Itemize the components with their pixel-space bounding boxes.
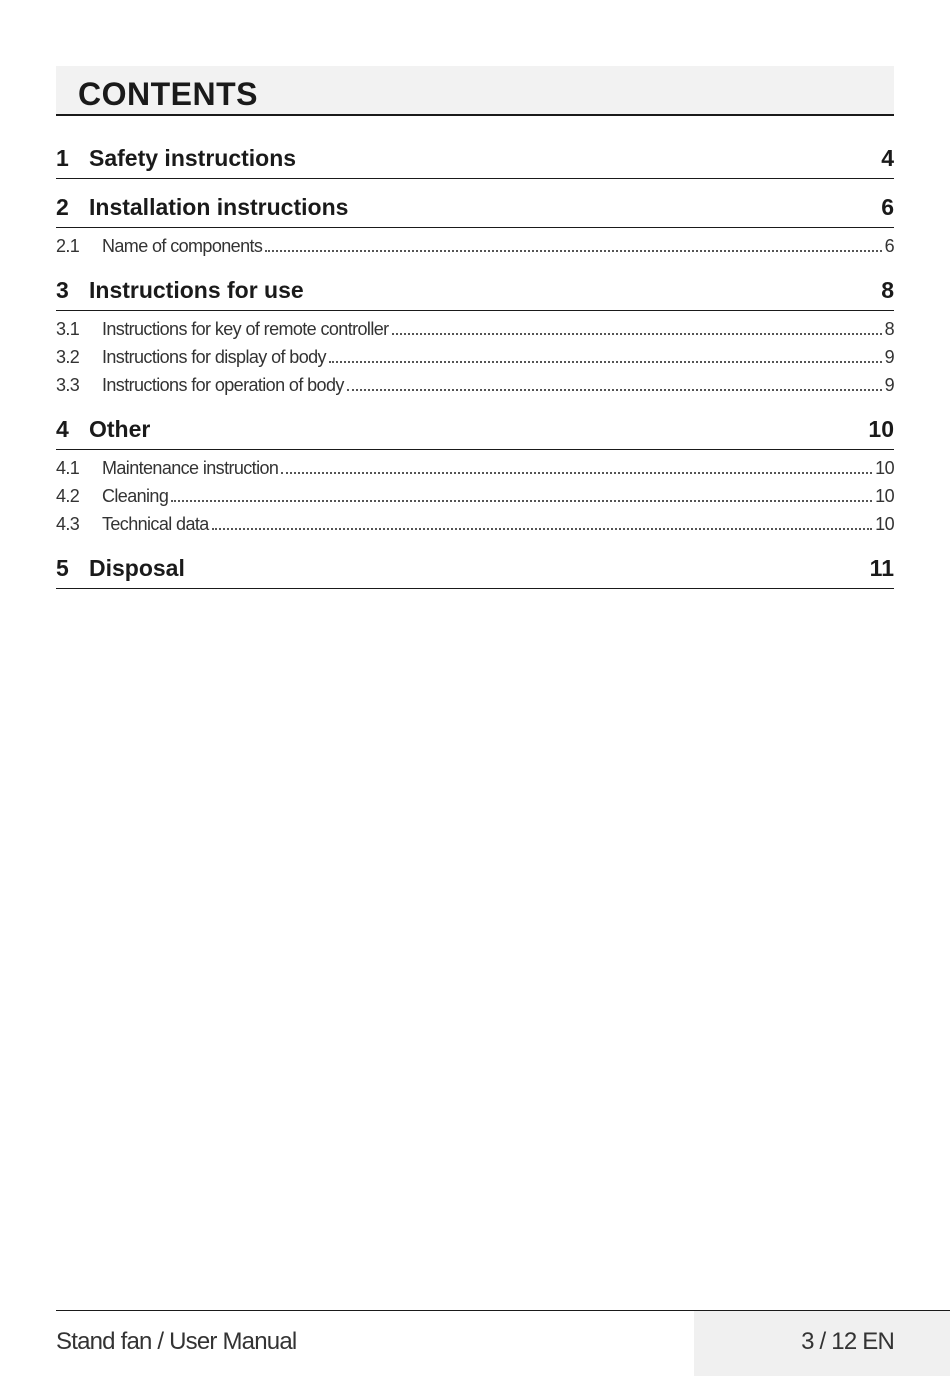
dot-leader xyxy=(212,528,872,530)
table-of-contents xyxy=(56,136,894,589)
footer-document-title: Stand fan / User Manual xyxy=(56,1328,297,1355)
footer-page-number: 3 / 12 EN xyxy=(801,1328,894,1355)
section-page: 6 xyxy=(884,235,894,256)
section-page: 9 xyxy=(884,346,894,367)
chapter-title: Instructions for use xyxy=(89,277,304,303)
chapter-title: Installation instructions xyxy=(89,194,349,220)
chapter-number: 1 xyxy=(56,145,69,171)
contents-header xyxy=(56,66,894,116)
section-title: Instructions for key of remote controller xyxy=(102,318,389,339)
chapter-title: Safety instructions xyxy=(89,145,297,171)
chapter-number: 4 xyxy=(56,416,69,442)
section-title: Name of components xyxy=(102,235,263,256)
section-title: Technical data xyxy=(102,513,209,534)
toc-chapter[interactable] xyxy=(56,407,894,450)
toc-section[interactable] xyxy=(56,482,894,510)
toc-chapter[interactable] xyxy=(56,268,894,311)
toc-section[interactable] xyxy=(56,343,894,371)
dot-leader xyxy=(347,389,882,391)
dot-leader xyxy=(281,472,872,474)
toc-section[interactable] xyxy=(56,510,894,538)
section-title: Maintenance instruction xyxy=(102,457,279,478)
chapter-page: 4 xyxy=(881,145,894,171)
chapter-number: 2 xyxy=(56,194,69,220)
chapter-title: Disposal xyxy=(89,555,185,581)
dot-leader xyxy=(171,500,872,502)
chapter-number: 3 xyxy=(56,277,69,303)
toc-chapter[interactable] xyxy=(56,136,894,179)
section-page: 10 xyxy=(875,457,894,478)
section-number: 3.2 xyxy=(56,346,80,367)
section-title: Instructions for operation of body xyxy=(102,374,344,395)
section-page: 10 xyxy=(875,485,894,506)
page-title: CONTENTS xyxy=(78,76,258,112)
section-page: 10 xyxy=(875,513,894,534)
toc-chapter[interactable] xyxy=(56,546,894,589)
dot-leader xyxy=(265,250,881,252)
toc-section-list xyxy=(56,450,894,540)
section-number: 2.1 xyxy=(56,235,80,256)
section-number: 4.1 xyxy=(56,457,80,478)
chapter-page: 10 xyxy=(868,416,894,442)
section-number: 4.2 xyxy=(56,485,80,506)
toc-section[interactable] xyxy=(56,454,894,482)
chapter-number: 5 xyxy=(56,555,69,581)
chapter-page: 8 xyxy=(881,277,894,303)
section-title: Instructions for display of body xyxy=(102,346,326,367)
toc-section[interactable] xyxy=(56,315,894,343)
section-number: 3.3 xyxy=(56,374,80,395)
section-page: 8 xyxy=(884,318,894,339)
section-title: Cleaning xyxy=(102,485,169,506)
section-page: 9 xyxy=(884,374,894,395)
toc-section[interactable] xyxy=(56,371,894,399)
dot-leader xyxy=(392,333,882,335)
toc-section-list xyxy=(56,311,894,401)
toc-section-list xyxy=(56,228,894,262)
toc-chapter[interactable] xyxy=(56,185,894,228)
chapter-page: 6 xyxy=(881,194,894,220)
toc-section[interactable] xyxy=(56,232,894,260)
chapter-page: 11 xyxy=(869,555,894,581)
dot-leader xyxy=(329,361,882,363)
chapter-title: Other xyxy=(89,416,151,442)
section-number: 4.3 xyxy=(56,513,80,534)
section-number: 3.1 xyxy=(56,318,80,339)
